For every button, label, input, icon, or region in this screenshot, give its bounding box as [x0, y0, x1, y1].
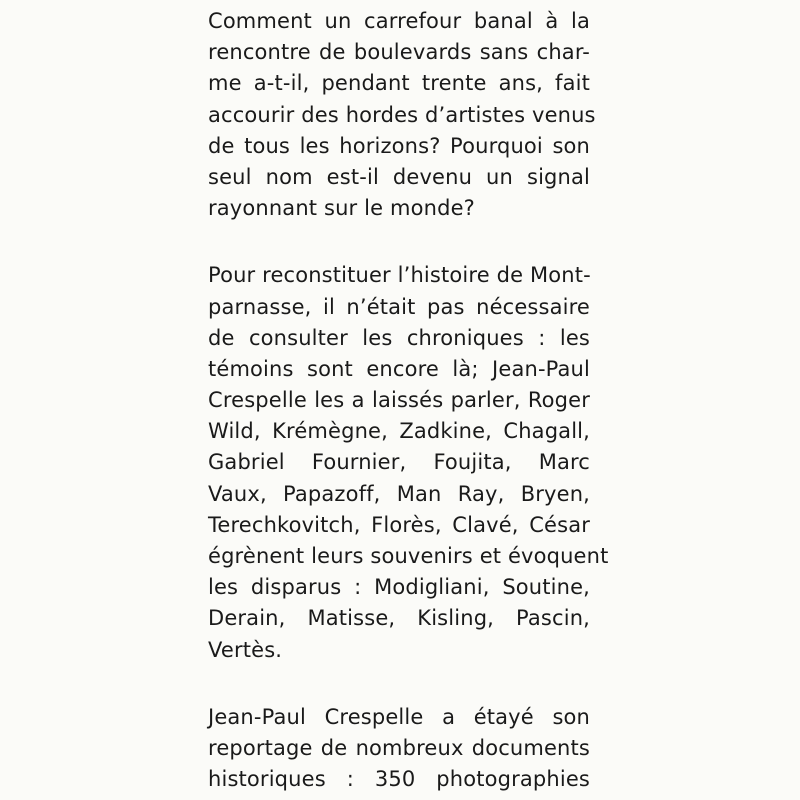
- text-line: témoins sont encore là; Jean-Paul: [208, 356, 590, 381]
- text-line: les disparus : Modigliani, Soutine,: [208, 575, 590, 600]
- text-line: seul nom est-il devenu un signal: [208, 164, 590, 189]
- text-line: de consulter les chroniques : les: [208, 325, 590, 350]
- text-column: [208, 6, 609, 795]
- text-line: Crespelle les a laissés parler, Roger: [208, 388, 590, 413]
- paragraph-1: [208, 6, 596, 224]
- text-line: Vertès.: [208, 637, 283, 662]
- text-line: rencontre de boulevards sans char-: [208, 40, 590, 65]
- text-line: Jean-Paul Crespelle a étayé son: [208, 704, 590, 729]
- text-line: de tous les horizons? Pourquoi son: [208, 133, 590, 158]
- text-line: Gabriel Fournier, Foujita, Marc: [208, 450, 590, 475]
- text-line: accourir des hordes d’artistes venus: [208, 102, 596, 127]
- text-line: parnasse, il n’était pas nécessaire: [208, 294, 590, 319]
- paragraph-3: [208, 702, 590, 796]
- text-line: Vaux, Papazoff, Man Ray, Bryen,: [208, 481, 590, 506]
- text-line: reportage de nombreux documents: [208, 735, 590, 760]
- text-line: me a-t-il, pendant trente ans, fait: [208, 71, 590, 96]
- text-line: Comment un carrefour banal à la: [208, 9, 590, 33]
- text-line: Pour reconstituer l’histoire de Mont-: [208, 263, 591, 288]
- text-line: Terechkovitch, Florès, Clavé, César: [208, 512, 590, 537]
- paragraph-2: [208, 260, 609, 665]
- text-line: égrènent leurs souvenirs et évoquent: [208, 544, 609, 568]
- text-line: historiques : 350 photographies: [208, 767, 590, 792]
- text-line: Wild, Krémègne, Zadkine, Chagall,: [208, 419, 590, 444]
- text-line: Derain, Matisse, Kisling, Pascin,: [208, 606, 590, 631]
- text-line: rayonnant sur le monde?: [208, 196, 475, 221]
